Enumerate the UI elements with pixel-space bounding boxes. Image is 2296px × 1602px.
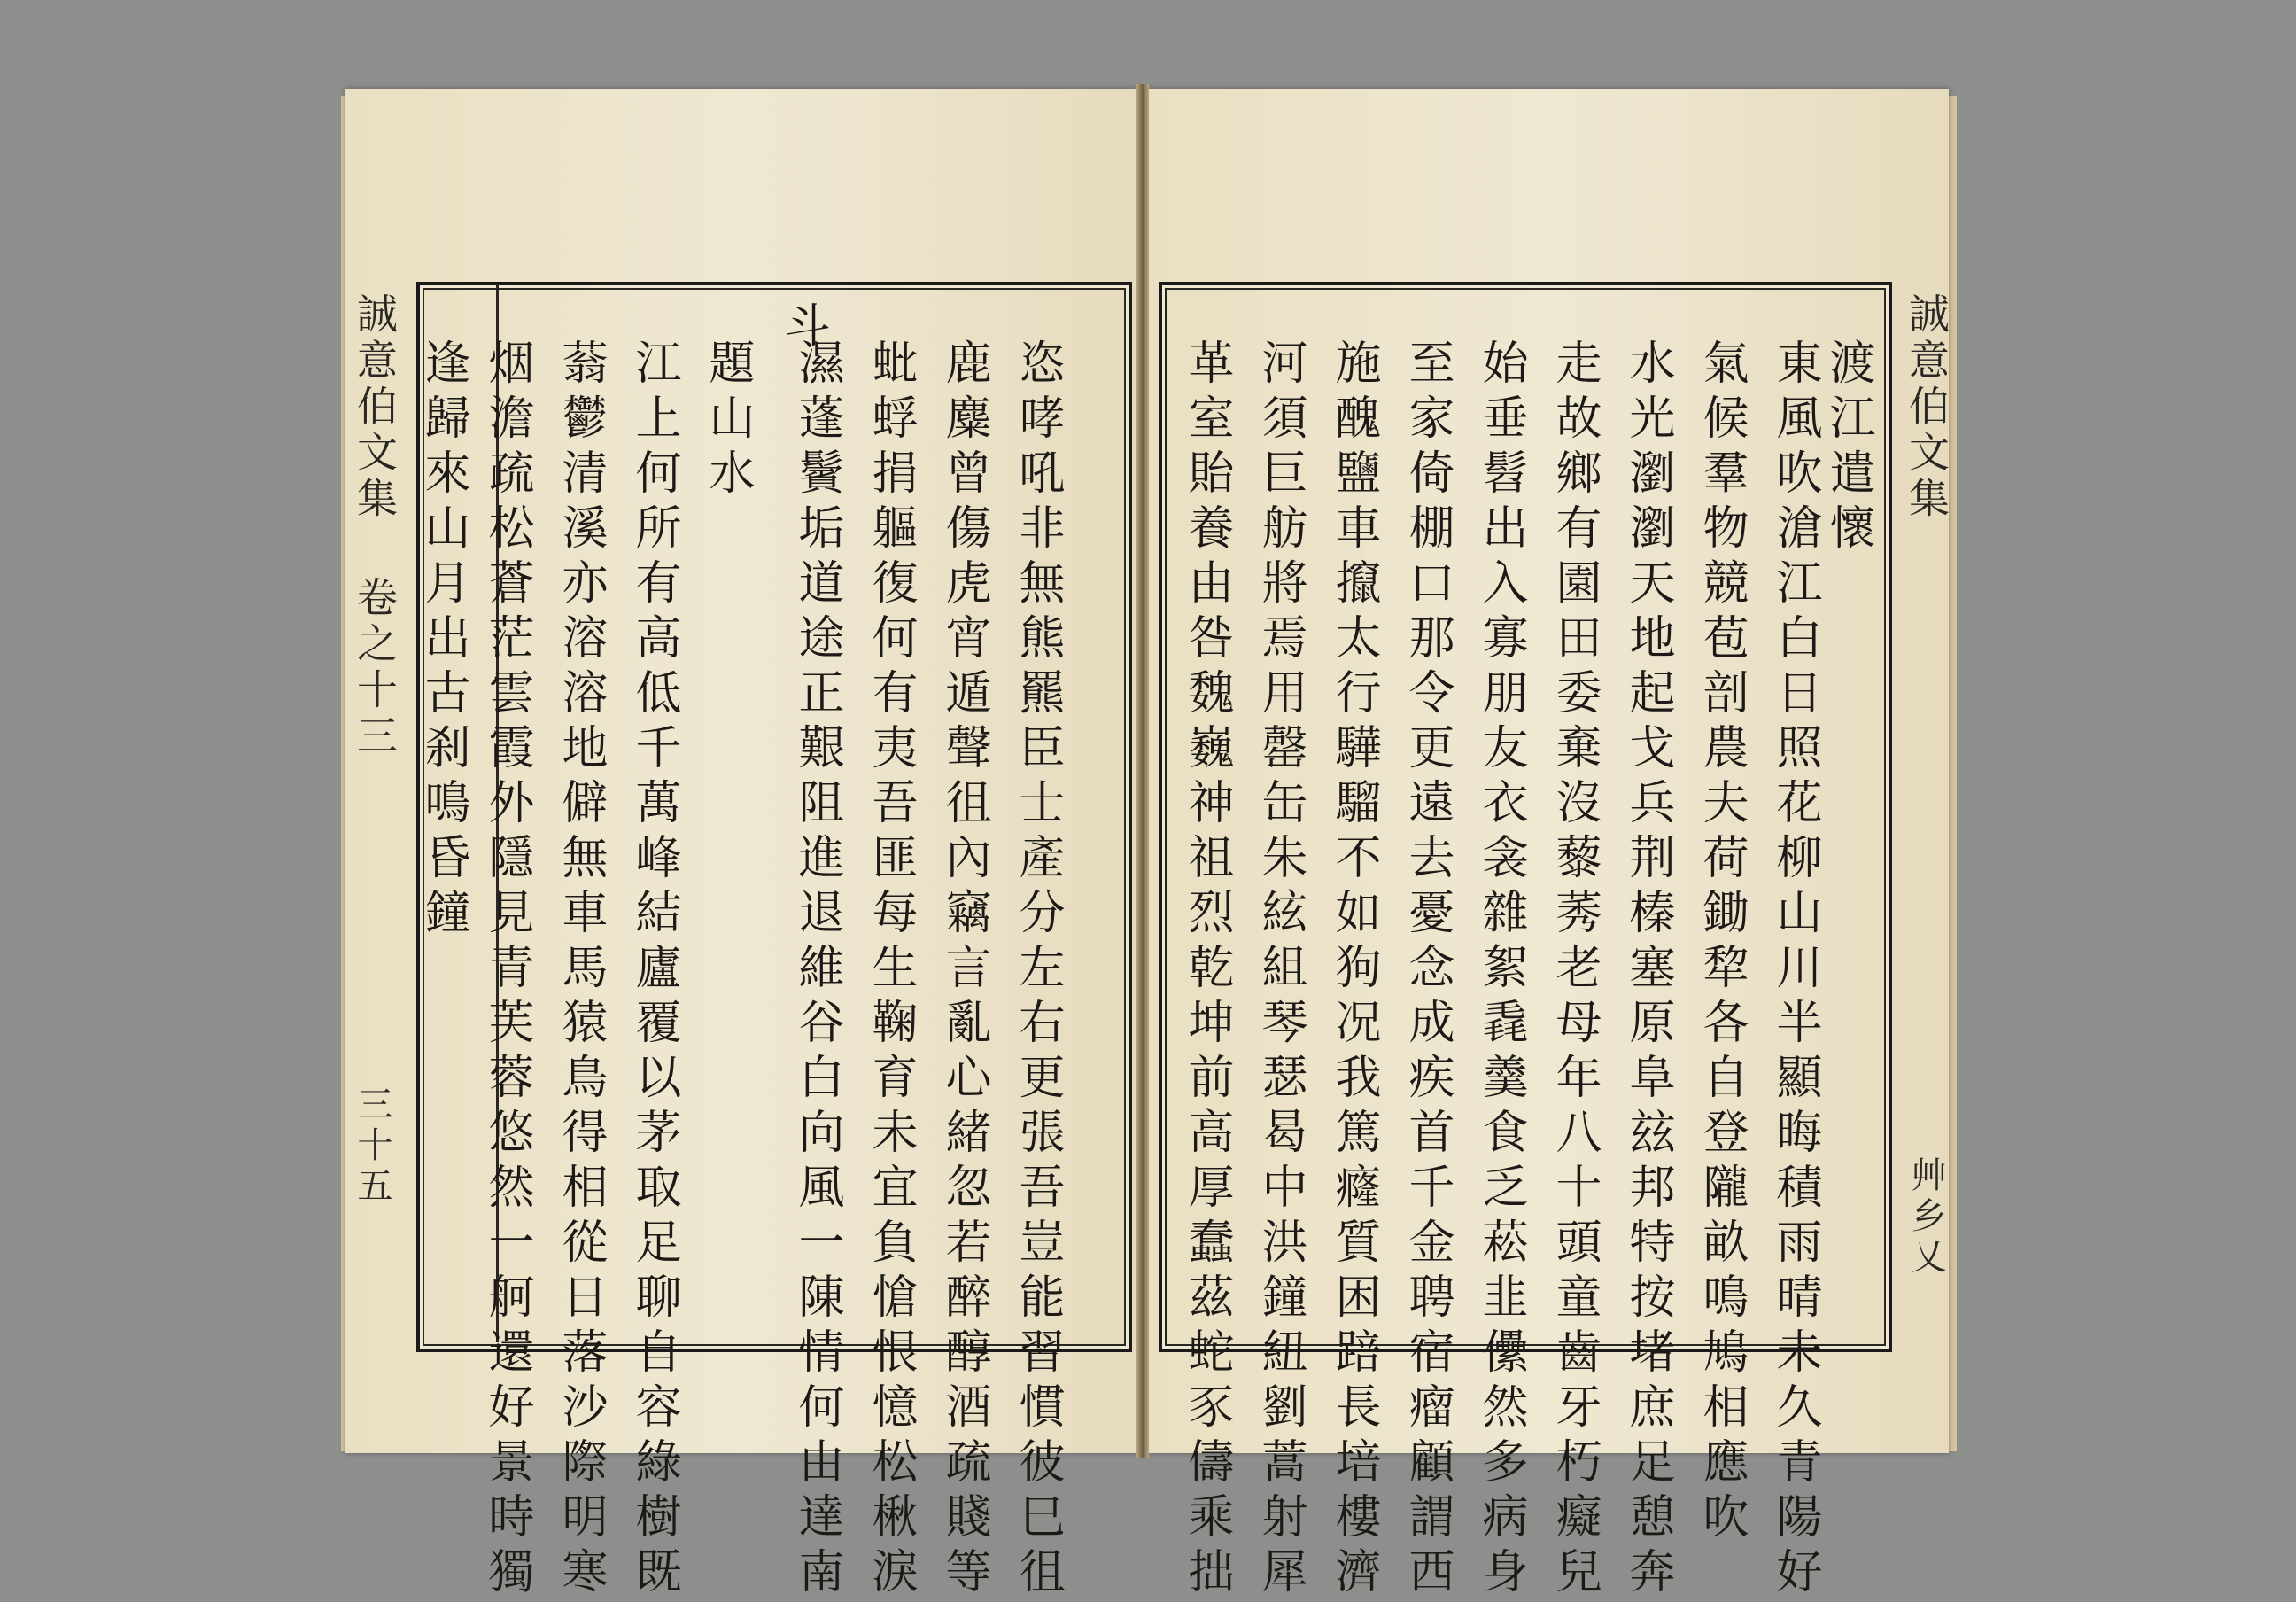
left-page-number: 三十五: [352, 1085, 392, 1208]
left-poem-title: 題山水: [701, 338, 754, 503]
right-margin-title: 誠意伯文集: [1903, 292, 1951, 523]
left-cont-col-2: 鹿麋曾傷虎宵遁聲徂內竊言亂心緒忽若醉醇酒疏賤等: [937, 338, 990, 1602]
left-poem-col-3: 烟澹疏松蒼茫雲霞外隱見青芙蓉悠然一舸還好景時獨: [480, 338, 533, 1602]
left-poem-col-2: 蓊鬱清溪亦溶溶地僻無車馬猿鳥得相從日落沙際明寒: [554, 338, 607, 1602]
right-bottom-mark: 艸乡乂: [1905, 1156, 1946, 1279]
right-col-2: 氣候羣物競苞剖農夫荷鋤犂各自登隴畝鳴鳩相應吹: [1695, 338, 1748, 1547]
right-col-3: 水光瀏瀏天地起戈兵荆榛塞原阜玆邦特按堵庶足憩奔: [1621, 338, 1674, 1602]
left-margin-title: 誠意伯文集: [351, 292, 399, 523]
right-col-8: 河須巨舫將焉用罄缶朱絃組琴瑟曷中洪鐘紐劉蒿射犀: [1253, 338, 1307, 1602]
right-col-7: 施醜鹽車攛太行驊騮不如狗况我篤癃質困踣長培樓濟: [1327, 338, 1380, 1602]
right-col-4: 走故鄉有園田委棄沒藜莠老母年八十頭童齒牙朽癡兒: [1547, 338, 1601, 1602]
right-col-6: 至家倚棚口那令更遠去憂念成疾首千金聘宿瘤顧謂西: [1400, 338, 1454, 1602]
left-cont-col-3: 蚍蜉捐軀復何有夷吾匪每生鞠育未宜負愴恨憶松楸淚: [864, 338, 917, 1602]
left-cont-col-5: 斗: [776, 301, 829, 356]
right-col-1: 東風吹滄江白日照花柳山川半顯晦積雨晴未久青陽好: [1768, 338, 1821, 1602]
left-poem-col-4: 逢歸來山月出古刹鳴昏鐘: [416, 338, 469, 943]
left-cont-col-4: 濕蓬鬢垢道途正艱阻進退維谷白向風一陳情何由達南: [790, 338, 843, 1602]
left-cont-col-1: 恣哮吼非無熊羆臣士產分左右更張吾豈能習慣彼巳徂: [1011, 338, 1064, 1602]
right-col-9: 革室貽養由咎魏巍神祖烈乾坤前高厚蠢茲蛇豕儔乘拙: [1180, 338, 1233, 1602]
right-poem-title: 渡江遣懷: [1821, 338, 1874, 558]
right-col-5: 始垂髫出入寡朋友衣衾雜絮毳羹食乏菘韭儽然多病身: [1474, 338, 1527, 1602]
left-volume: 卷之十三: [351, 576, 399, 760]
left-poem-col-1: 江上何所有高低千萬峰結廬覆以茅取足聊自容綠樹既: [627, 338, 680, 1602]
book-spine: [1136, 84, 1149, 1458]
